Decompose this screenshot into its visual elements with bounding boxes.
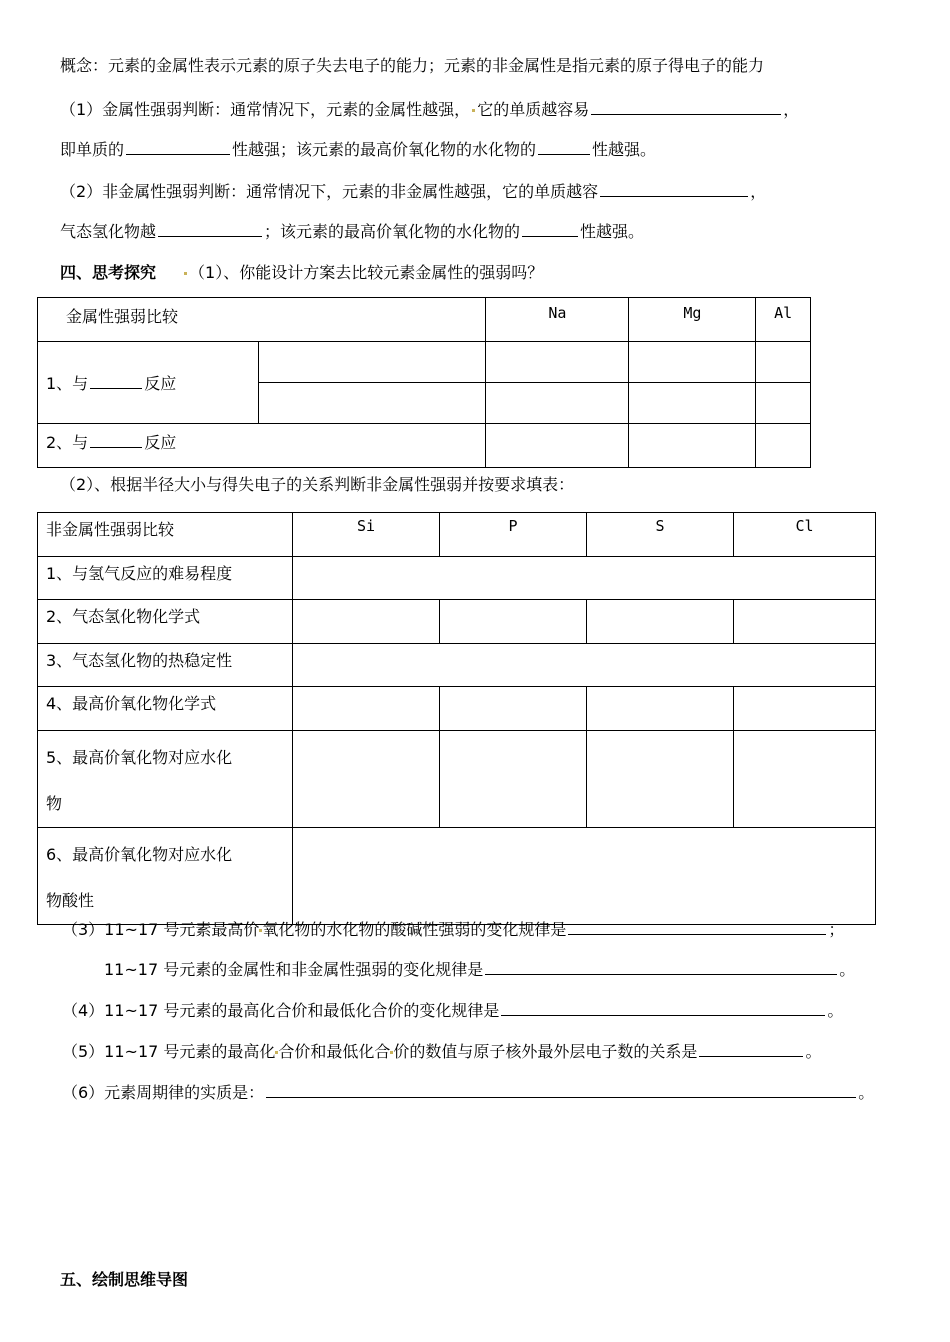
blank-field[interactable] <box>522 220 578 237</box>
table-cell[interactable] <box>486 342 629 383</box>
question-3-line-2: 11~17 号元素的金属性和非金属性强弱的变化规律是 。 <box>104 960 856 979</box>
table-cell[interactable] <box>587 687 734 731</box>
concept-line: 概念：元素的金属性表示元素的原子失去电子的能力；元素的非金属性是指元素的原子得电子的能力 <box>60 56 765 75</box>
table-cell[interactable] <box>259 342 486 383</box>
table-cell[interactable] <box>756 342 811 383</box>
table-cell[interactable] <box>734 600 876 644</box>
mark-dot <box>184 272 187 275</box>
table-cell[interactable] <box>440 687 587 731</box>
table-cell[interactable] <box>486 383 629 424</box>
metal-judge-line-1: （1）金属性强弱判断：通常情况下，元素的金属性越强， 它的单质越容易 ， <box>60 100 800 119</box>
section-5-title: 五、绘制思维导图 <box>60 1270 189 1289</box>
nonmetal-judge-line-2: 气态氢化物越 ；该元素的最高价氧化物的水化物的 性越强。 <box>60 222 645 241</box>
table1-col-al: Al <box>756 298 811 342</box>
question-5-line: （5）11~17 号元素的最高化 合价和最低化合 价的数值与原子核外最外层电子数的关系是 。 <box>62 1042 822 1061</box>
table-cell[interactable] <box>293 644 876 687</box>
question-2-line: （2）、根据半径大小与得失电子的关系判断非金属性强弱并按要求填表： <box>60 475 575 494</box>
section-4-line: 四、思考探究 （1）、你能设计方案去比较元素金属性的强弱吗？ <box>60 263 544 282</box>
table2-header: 非金属性强弱比较 <box>38 513 293 557</box>
table2-row-5-label: 5、最高价氧化物对应水化 物 <box>38 731 293 828</box>
table2-col-si: Si <box>293 513 440 557</box>
blank-field[interactable] <box>266 1081 856 1098</box>
blank-field[interactable] <box>485 958 837 975</box>
mark-dot <box>472 109 475 112</box>
blank-field[interactable] <box>90 372 142 389</box>
table2-row-2-label: 2、气态氢化物化学式 <box>38 600 293 644</box>
table-cell[interactable] <box>587 600 734 644</box>
table-cell[interactable] <box>629 424 756 468</box>
table-cell[interactable] <box>756 383 811 424</box>
table-cell[interactable] <box>756 424 811 468</box>
table1-row-1-label: 1、与 反应 <box>38 342 259 424</box>
metal-judge-line-2: 即单质的 性越强；该元素的最高价氧化物的水化物的 性越强。 <box>60 140 657 159</box>
blank-field[interactable] <box>568 918 826 935</box>
table-cell[interactable] <box>440 600 587 644</box>
table-cell[interactable] <box>293 600 440 644</box>
blank-field[interactable] <box>699 1040 803 1057</box>
table2-col-s: S <box>587 513 734 557</box>
table2-row-6-label: 6、最高价氧化物对应水化 物酸性 <box>38 828 293 925</box>
table-cell[interactable] <box>259 383 486 424</box>
question-6-line: （6）元素周期律的实质是： 。 <box>62 1083 875 1102</box>
question-4-line: （4）11~17 号元素的最高化合价和最低化合价的变化规律是 。 <box>62 1001 844 1020</box>
table2-row-1-label: 1、与氢气反应的难易程度 <box>38 557 293 600</box>
blank-field[interactable] <box>90 431 142 448</box>
table1-col-na: Na <box>486 298 629 342</box>
table-cell[interactable] <box>629 342 756 383</box>
table1-row-2-label: 2、与 反应 <box>38 424 486 468</box>
blank-field[interactable] <box>501 999 825 1016</box>
metal-comparison-table <box>37 297 811 468</box>
table-cell[interactable] <box>293 687 440 731</box>
blank-field[interactable] <box>600 180 748 197</box>
nonmetal-comparison-table <box>37 512 876 925</box>
table-cell[interactable] <box>293 557 876 600</box>
blank-field[interactable] <box>126 138 230 155</box>
nonmetal-judge-line-1: （2）非金属性强弱判断：通常情况下，元素的非金属性越强，它的单质越容 ， <box>60 182 767 201</box>
blank-field[interactable] <box>591 98 781 115</box>
table-cell[interactable] <box>293 731 440 828</box>
table-cell[interactable] <box>734 731 876 828</box>
blank-field[interactable] <box>158 220 262 237</box>
table2-row-3-label: 3、气态氢化物的热稳定性 <box>38 644 293 687</box>
table-cell[interactable] <box>486 424 629 468</box>
table2-row-4-label: 4、最高价氧化物化学式 <box>38 687 293 731</box>
table1-col-mg: Mg <box>629 298 756 342</box>
table-cell[interactable] <box>734 687 876 731</box>
table1-header: 金属性强弱比较 <box>38 298 486 342</box>
table-cell[interactable] <box>440 731 587 828</box>
table2-col-p: P <box>440 513 587 557</box>
section-4-title: 四、思考探究 <box>60 263 157 282</box>
blank-field[interactable] <box>538 138 590 155</box>
table-cell[interactable] <box>293 828 876 925</box>
table2-col-cl: Cl <box>734 513 876 557</box>
question-3-line-1: （3）11~17 号元素最高价 氧化物的水化物的酸碱性强弱的变化规律是 ； <box>62 920 845 939</box>
table-cell[interactable] <box>587 731 734 828</box>
table-cell[interactable] <box>629 383 756 424</box>
